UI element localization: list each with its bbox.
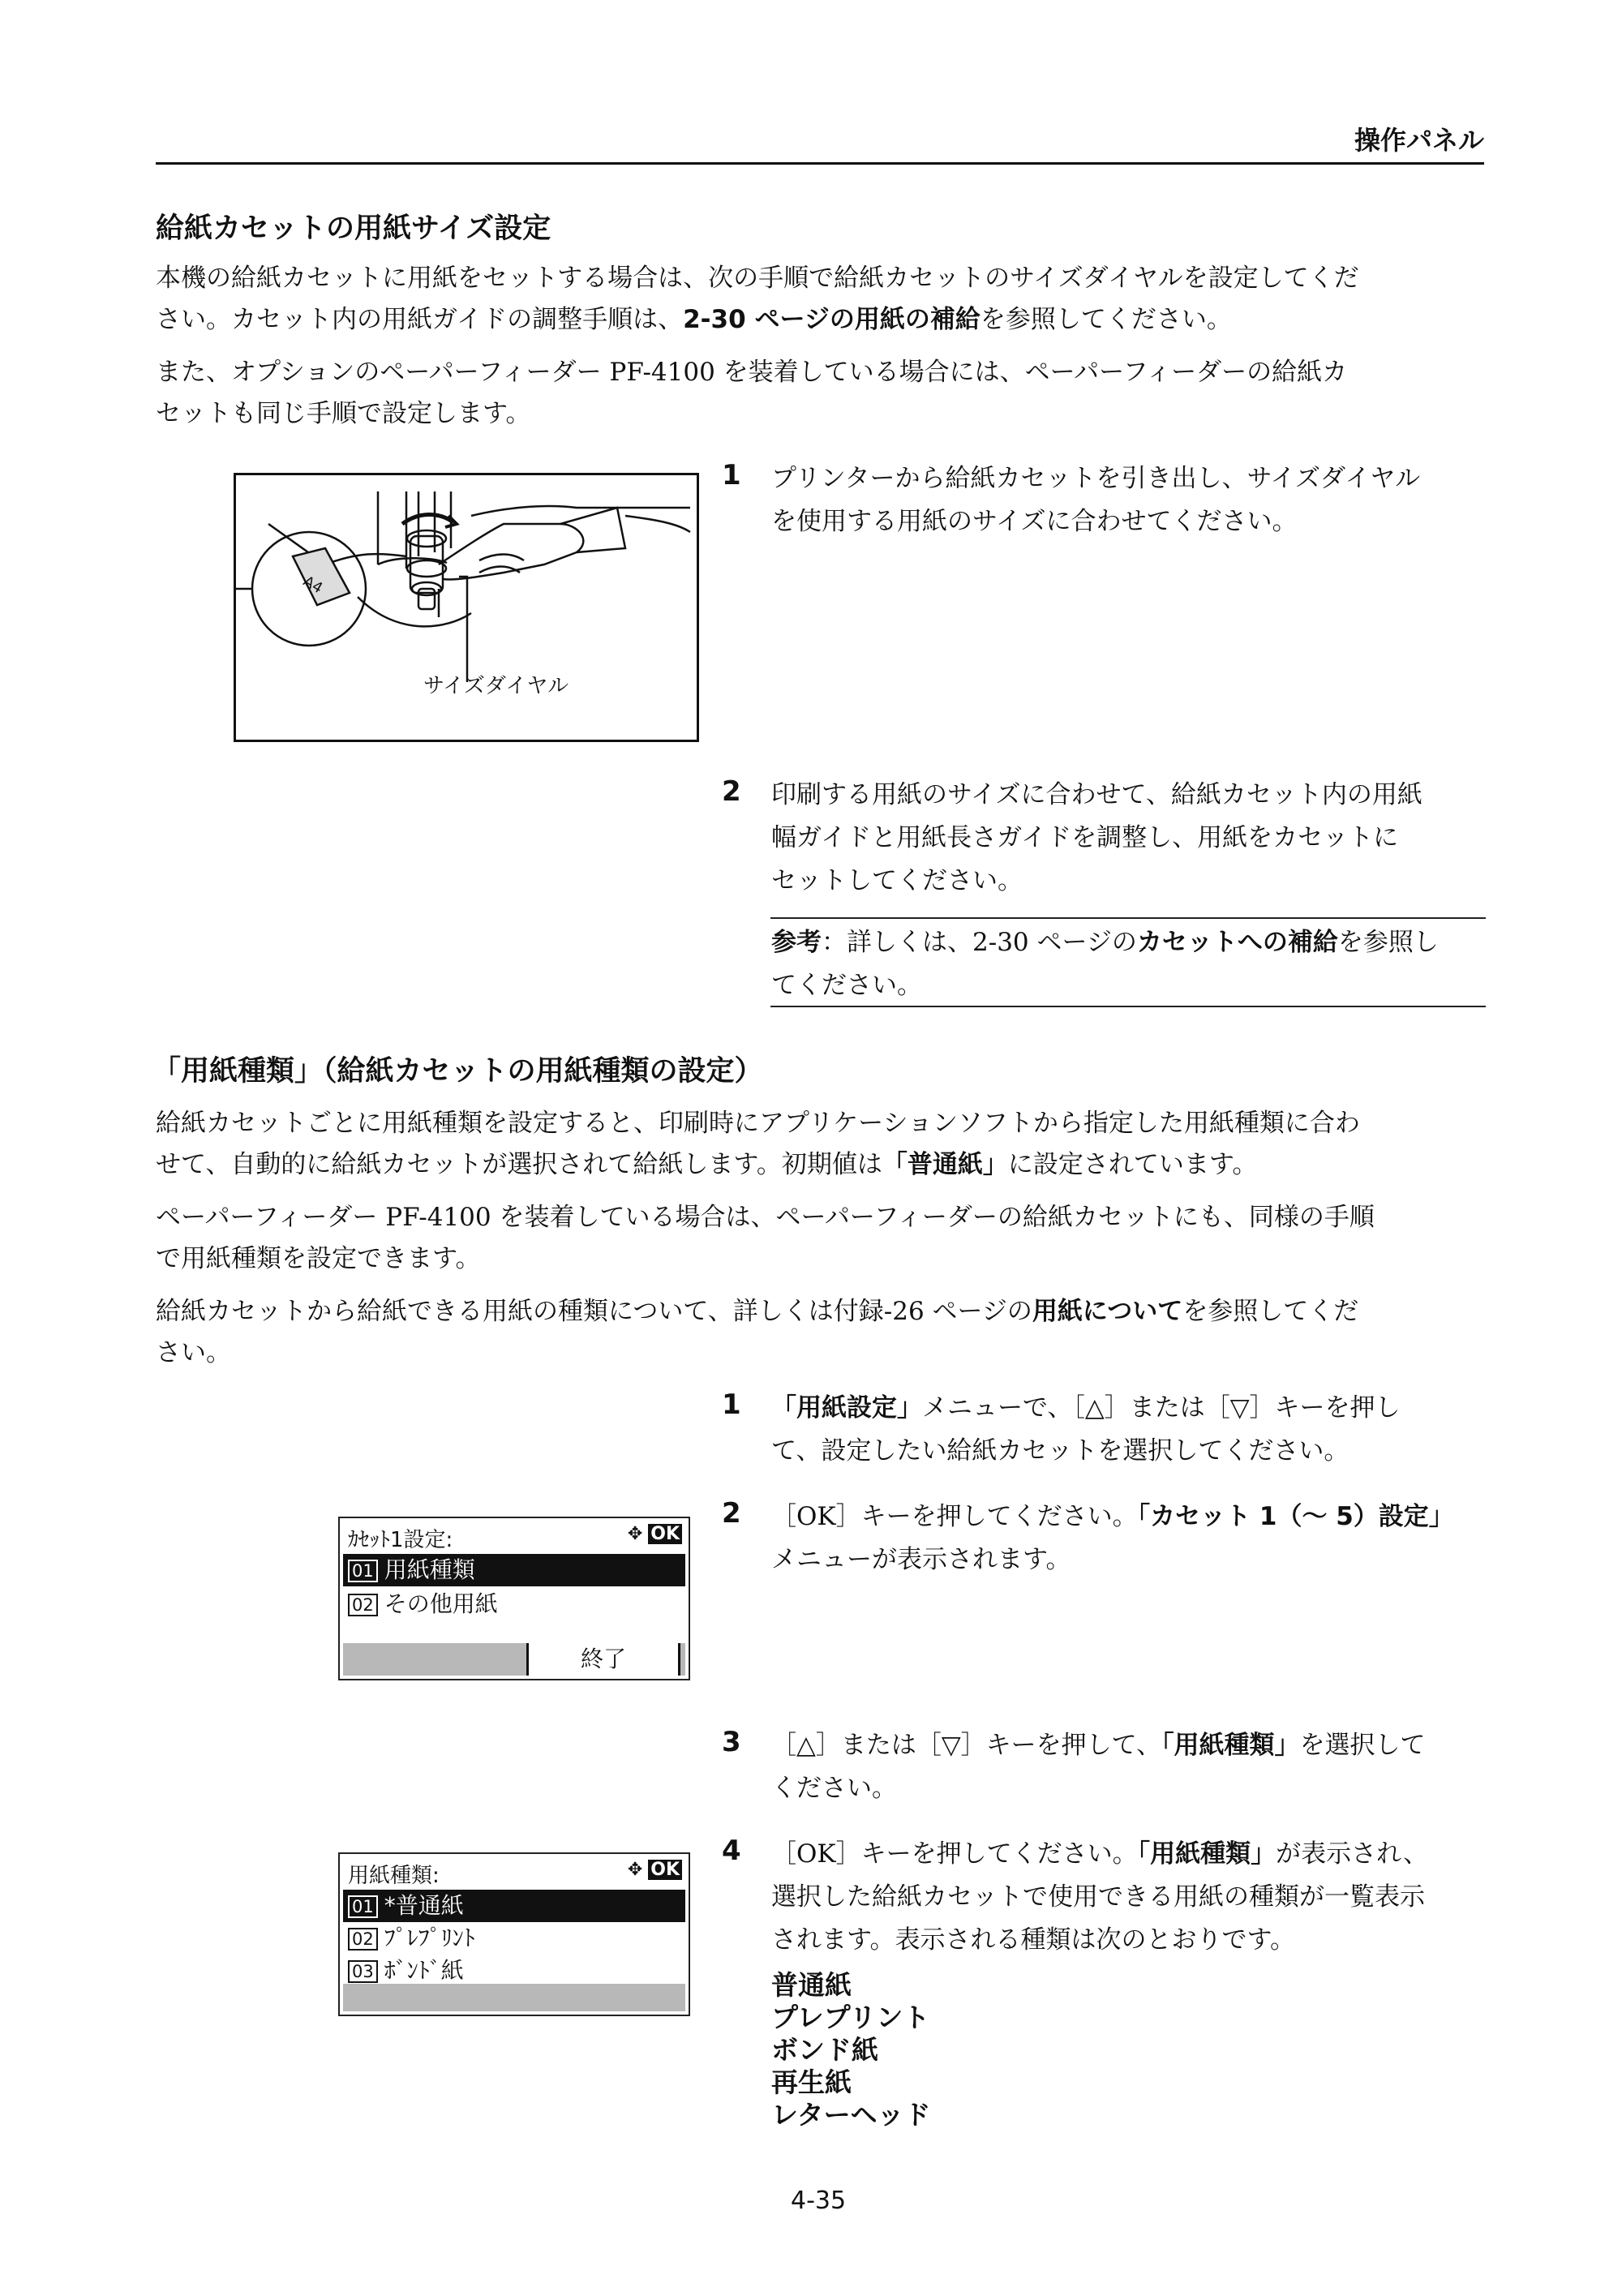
link-about-paper[interactable]: 用紙について xyxy=(1032,1297,1183,1326)
lcd-title: 用紙種類: xyxy=(348,1864,440,1888)
section1-para1: 本機の給紙カセットに用紙をセットする場合は、次の手順で給紙カセットのサイズダイヤルを設定してくだ さい。カセット内の用紙ガイドの調整手順は、2-30 ページの用紙の補給を参照してください。 xyxy=(156,264,1359,334)
lcd-menu-item-paper-type[interactable]: 01 用紙種類 xyxy=(343,1554,685,1586)
lcd-nav-indicator xyxy=(628,1860,682,1880)
note-bottom-rule xyxy=(770,1006,1486,1007)
step-number: 4 xyxy=(722,1835,741,1867)
lcd-menu-item-bond[interactable]: 03 ﾎﾞﾝﾄﾞ紙 xyxy=(343,1955,685,1987)
ok-icon: OK xyxy=(648,1524,682,1544)
section-title-paper-type: 「用紙種類」（給紙カセットの用紙種類の設定） xyxy=(152,1055,763,1088)
paper-type-list xyxy=(771,1969,931,2131)
step-number: 1 xyxy=(722,1388,741,1421)
lcd-softkey-bar xyxy=(343,1643,685,1676)
section-title-paper-size: 給紙カセットの用紙サイズ設定 xyxy=(156,212,551,245)
size-dial-figure xyxy=(234,473,699,742)
page-number: 4-35 xyxy=(791,2187,847,2215)
list-item: 普通紙 xyxy=(771,1969,852,2001)
link-cassette-supply[interactable]: カセットへの補給 xyxy=(1136,928,1338,957)
size-dial-illustration xyxy=(236,475,697,740)
lcd-menu-item-other-paper[interactable]: 02 その他用紙 xyxy=(343,1588,685,1620)
running-header: 操作パネル xyxy=(1354,125,1484,156)
lcd-cassette1-settings xyxy=(338,1517,690,1680)
lcd-paper-type xyxy=(338,1852,690,2016)
list-item: 再生紙 xyxy=(771,2066,852,2098)
step-number: 3 xyxy=(722,1726,741,1758)
section2-para2: ペーパーフィーダー PF-4100 を装着している場合は、ペーパーフィーダーの給紙カセットにも、同様の手順 で用紙種類を設定できます。 xyxy=(156,1203,1375,1273)
step-number: 2 xyxy=(722,1497,741,1530)
lcd-softkey-bar xyxy=(343,1984,685,2011)
note-label: 参考 xyxy=(771,928,822,957)
ok-icon: OK xyxy=(648,1860,682,1880)
lcd-title: ｶｾｯﾄ1設定: xyxy=(348,1528,453,1552)
note-top-rule xyxy=(770,917,1486,919)
step-number: 1 xyxy=(722,459,741,491)
link-paper-supply[interactable]: 2-30 ページの用紙の補給 xyxy=(683,305,980,334)
section1-step2-text: 印刷する用紙のサイズに合わせて、給紙カセット内の用紙 幅ガイドと用紙長さガイドを調整し、用紙をカセットに セットしてください。 xyxy=(771,780,1422,895)
section2-step1-text: 「用紙設定」メニューで、［△］または［▽］キーを押し て、設定したい給紙カセットを選択してください。 xyxy=(771,1393,1401,1466)
figure-caption: サイズダイヤル xyxy=(423,674,569,698)
lcd-nav-indicator xyxy=(628,1524,682,1544)
note-box: 参考：詳しくは、2-30 ページのカセットへの補給を参照し てください。 xyxy=(771,928,1439,1000)
list-item: ボンド紙 xyxy=(771,2034,878,2066)
cross-arrow-icon: ✥ xyxy=(627,1524,643,1544)
lcd-menu-item-plain[interactable]: 01 *普通紙 xyxy=(343,1890,685,1922)
lcd-end-softkey[interactable]: 終了 xyxy=(526,1643,680,1676)
dial-a4-label: A4 xyxy=(300,573,326,598)
section2-step3-text: ［△］または［▽］キーを押して、「用紙種類」を選択して ください。 xyxy=(771,1731,1426,1803)
header-rule xyxy=(156,162,1484,165)
section2-para1: 給紙カセットごとに用紙種類を設定すると、印刷時にアプリケーションソフトから指定した用紙種類に合わ せて、自動的に給紙カセットが選択されて給紙します。初期値は「普通紙」に設定されています。 xyxy=(156,1109,1360,1179)
section2-step4-text: ［OK］キーを押してください。「用紙種類」が表示され、 選択した給紙カセットで使用できる用紙の種類が一覧表示 されます。表示される種類は次のとおりです。 xyxy=(771,1839,1428,1955)
section2-step2-text: ［OK］キーを押してください。「カセット 1（～ 5）設定」 メニューが表示されます。 xyxy=(771,1502,1454,1574)
cross-arrow-icon: ✥ xyxy=(627,1860,643,1880)
section1-step1-text: プリンターから給紙カセットを引き出し、サイズダイヤル を使用する用紙のサイズに合わせてください。 xyxy=(771,464,1421,536)
list-item: レターヘッド xyxy=(771,2099,931,2131)
lcd-menu-item-preprinted[interactable]: 02 ﾌﾟﾚﾌﾟﾘﾝﾄ xyxy=(343,1922,685,1955)
step-number: 2 xyxy=(722,775,741,808)
section1-para2: また、オプションのペーパーフィーダー PF-4100 を装着している場合には、ペーパーフィーダーの給紙カ セットも同じ手順で設定します。 xyxy=(156,358,1348,428)
list-item: プレプリント xyxy=(771,2002,930,2033)
section2-para3: 給紙カセットから給紙できる用紙の種類について、詳しくは付録-26 ページの用紙についてを参照してくだ さい。 xyxy=(156,1297,1359,1367)
